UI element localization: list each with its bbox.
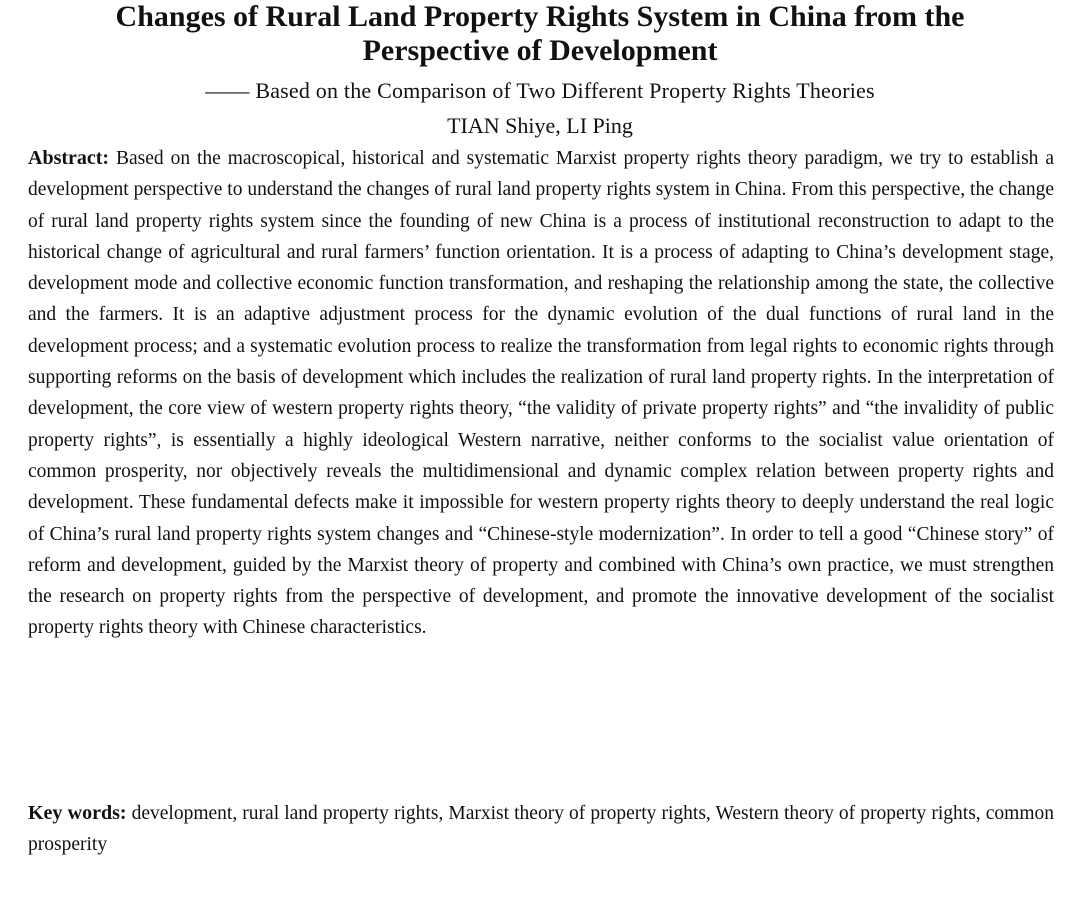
paper-authors: TIAN Shiye, LI Ping [447,113,633,138]
keywords-paragraph [28,798,1054,860]
paper-title-line-1: Changes of Rural Land Property Rights System in China from the [115,0,965,33]
keywords-text: development, rural land property rights, Marxist theory of property rights, Western theory of property rights, common prosperity [28,803,1055,855]
paper-title [20,0,1060,68]
paper-title-line-2: Perspective of Development [362,34,718,67]
abstract-text: Based on the macroscopical, historical and systematic Marxist property rights theory paradigm, we try to establish a development perspective to understand the changes of rural land property rights system in China. From this perspective, the change of rural land property rights system since the founding of new China is a process of institutional reconstruction to adapt to the historical change of agricultural and rural farmers’ function orientation. It is a process of adapting to China’s development stage, development mode and collective economic function transformation, and reshaping the relationship among the state, the collective and the farmers. It is an adaptive adjustment process for the dynamic evolution of the dual functions of rural land in the development process; and a systematic evolution process to realize the transformation from legal rights to economic rights through supporting reforms on the basis of development which includes the realization of rural land property rights. In the interpretation of development, the core view of western property rights theory, “the validity of private property rights” and “the invalidity of public property rights”, is essentially a highly ideological Western narrative, neither conforms to the socialist value orientation of common prosperity, nor objectively reveals the multidimensional and dynamic complex relation between property rights and development. These fundamental defects make it impossible for western property rights theory to deeply understand the real logic of China’s rural land property rights system changes and “Chinese-style modernization”. In order to tell a good “Chinese story” of reform and development, guided by the Marxist theory of property and combined with China’s own practice, we must strengthen the research on property rights from the perspective of development, and promote the innovative development of the socialist property rights theory with Chinese characteristics. [28,148,1055,639]
abstract-paragraph [28,143,1054,644]
keywords-label: Key words: [28,802,127,824]
abstract-label: Abstract: [28,147,110,169]
paper-subtitle: —— Based on the Comparison of Two Different Property Rights Theories [205,78,875,103]
